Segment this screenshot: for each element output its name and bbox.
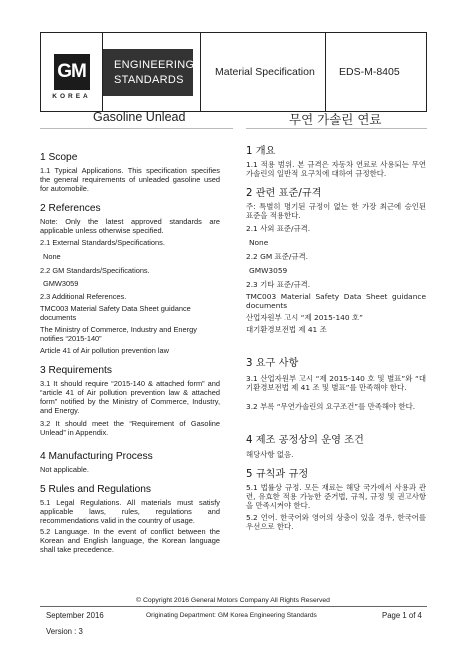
paragraph: 1.1 Typical Applications. This specification specifies the general requirements of unleaded gasoline used for automobile.: [40, 166, 220, 193]
paragraph: 5.1 Legal Regulations. All materials must satisfy applicable laws, rules, regulations and recommendations valid in the country of usage.: [40, 498, 220, 525]
paragraph: 3.1 산업자원부 고시 “제 2015-140 호 및 별표”와 “대기환경보전법 제 41 조 및 별표”를 만족해야 한다.: [246, 374, 426, 392]
section-heading: 4 Manufacturing Process: [40, 451, 153, 462]
paragraph: 3.1 It should require “2015-140 & attached form” and “article 41 of Air pollution prevention law & attached form” notified by the Ministry of Commerce, Industry, and Energy.: [40, 379, 220, 415]
section-heading: 4 제조 공정상의 운영 조건: [246, 435, 364, 446]
document-header: [40, 32, 427, 112]
paragraph: 2.1 External Standards/Specifications.: [40, 238, 165, 247]
paragraph: 2.3 Additional References.: [40, 292, 127, 301]
header-divider: [325, 33, 326, 111]
paragraph: 5.2 Language. In the event of conflict between the Korean and English language, the Korean language shall take precedence.: [40, 527, 220, 554]
section-heading: 1 Scope: [40, 152, 78, 163]
paragraph: None: [249, 238, 269, 247]
section-heading: 3 Requirements: [40, 365, 112, 376]
title-english: Gasoline Unlead: [93, 110, 186, 124]
paragraph: 5.1 법률상 규정. 모든 재료는 해당 국가에서 사용과 관련, 유효한 적용 가능한 준거법, 규칙, 규정 및 권고사항을 만족시켜야 한다.: [246, 483, 426, 510]
paragraph: GMW3059: [43, 279, 79, 288]
badge-line-1: ENGINEERING: [114, 58, 195, 71]
page-number: Page 1 of 4: [382, 611, 422, 620]
originating-department: Originating Department: GM Korea Engineering Standards: [146, 612, 317, 619]
gm-logo-mark: GM: [54, 54, 90, 90]
badge-line-2: STANDARDS: [114, 73, 184, 86]
section-heading: 2 References: [40, 203, 101, 214]
paragraph: GMW3059: [249, 266, 288, 275]
copyright-notice: © Copyright 2016 General Motors Company All Rights Reserved: [136, 597, 330, 604]
paragraph: None: [43, 252, 61, 261]
document-type: Material Specification: [215, 66, 315, 78]
document-number: EDS-M-8405: [339, 66, 400, 78]
section-heading: 5 규칙과 규정: [246, 469, 309, 480]
paragraph: The Ministry of Commerce, Industry and Energy notifies “2015-140”: [40, 325, 197, 343]
title-rule-left: [40, 128, 233, 129]
paragraph: 산업자원부 고시 “제 2015-140 호”: [246, 313, 363, 322]
issue-date: September 2016: [46, 611, 104, 620]
section-heading: 1 개요: [246, 146, 276, 157]
paragraph: 대기환경보전법 제 41 조: [246, 325, 327, 334]
paragraph: Not applicable.: [40, 465, 89, 474]
section-heading: 5 Rules and Regulations: [40, 484, 152, 495]
paragraph: 2.2 GM Standards/Specifications.: [40, 266, 150, 275]
english-column: [40, 152, 220, 554]
paragraph: 2.3 기타 표준/규격.: [246, 280, 311, 289]
footer-rule: [40, 606, 427, 607]
paragraph: TMC003 Material Safety Data Sheet guidance documents: [40, 304, 191, 322]
korean-column: [246, 146, 426, 531]
section-heading: 3 요구 사항: [246, 358, 299, 369]
paragraph: Article 41 of Air pollution prevention law: [40, 346, 169, 355]
paragraph: 5.2 언어. 한국어와 영어의 상충이 있을 경우, 한국어를 우선으로 한다.: [246, 513, 426, 531]
paragraph: 3.2 It should meet the “Requirement of Gasoline Unlead” in Appendix.: [40, 419, 220, 437]
paragraph: 주: 특별히 명기된 규정이 없는 한 가장 최근에 승인된 표준을 적용한다.: [246, 202, 426, 220]
title-rule-right: [246, 128, 427, 129]
paragraph: 1.1 적용 범위. 본 규격은 자동차 연료로 사용되는 무연 가솔린의 일반적 요구치에 대하여 규정한다.: [246, 160, 426, 178]
paragraph: 3.2 부록 “무연가솔린의 요구조건”를 만족해야 한다.: [246, 402, 416, 411]
paragraph: 2.2 GM 표준/규격.: [246, 252, 308, 261]
logo-korea-text: KOREA: [52, 93, 91, 100]
paragraph: TMC003 Material Safety Data Sheet guidance documents: [246, 292, 426, 310]
title-korean: 무연 가솔린 연료: [289, 112, 382, 127]
paragraph: Note: Only the latest approved standards are applicable unless otherwise specified.: [40, 217, 220, 235]
section-heading: 2 관련 표준/규격: [246, 188, 322, 199]
paragraph: 2.1 사외 표준/규격.: [246, 224, 311, 233]
version: Version : 3: [46, 627, 83, 636]
engineering-standards-badge: [103, 49, 193, 96]
paragraph: 해당사항 없음.: [246, 450, 294, 459]
header-divider: [200, 33, 201, 111]
